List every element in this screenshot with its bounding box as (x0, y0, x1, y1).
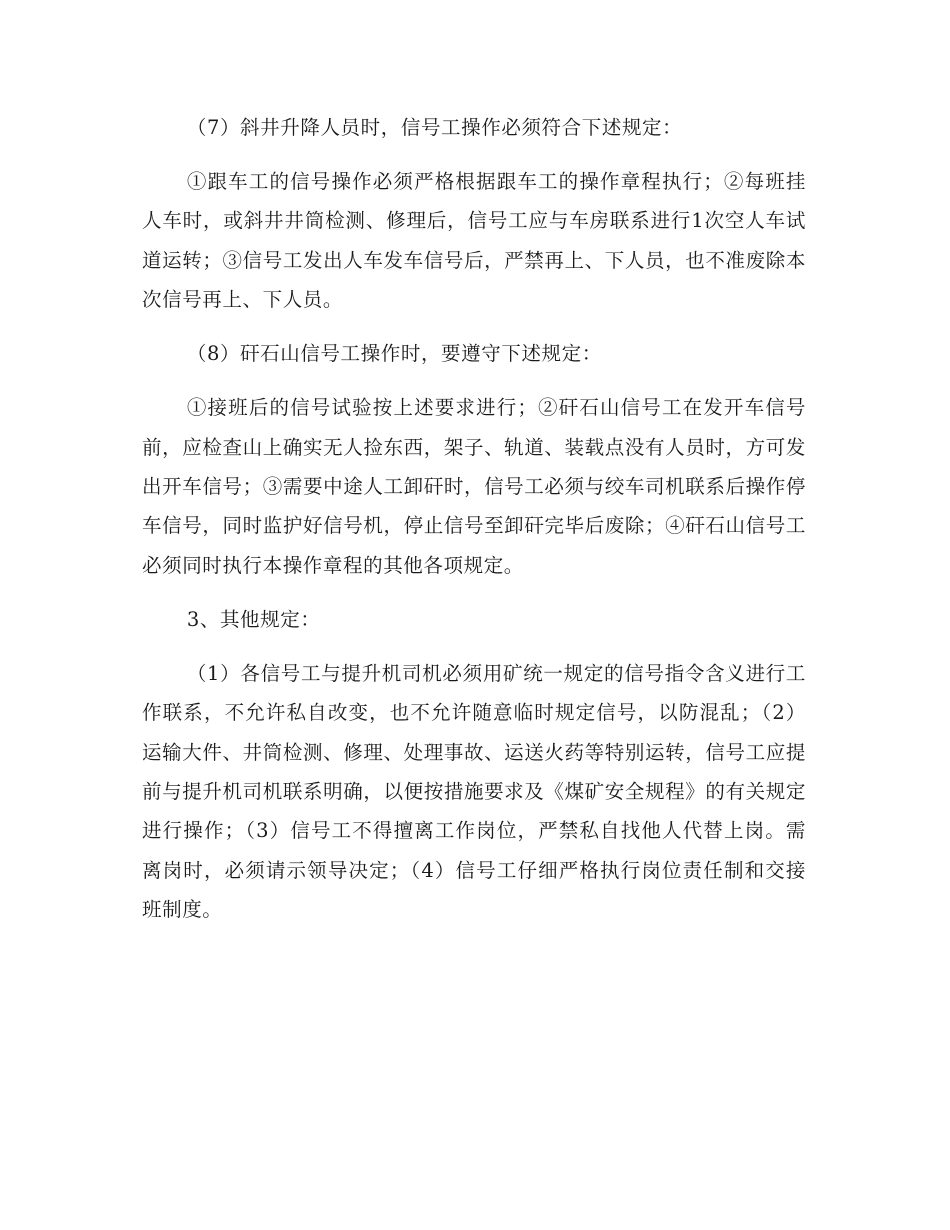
section-7-body: ①跟车工的信号操作必须严格根据跟车工的操作章程执行；②每班挂人车时，或斜井井筒检测、修理后，信号工应与车房联系进行1次空人车试道运转；③信号工发出人车发车信号后，严禁再上、下人员，也不准废除本次信号再上、下人员。 (142, 170, 806, 312)
section-7-heading: （7）斜井升降人员时，信号工操作必须符合下述规定： (186, 116, 683, 139)
section-3-body: （1）各信号工与提升机司机必须用矿统一规定的信号指令含义进行工作联系，不允许私自改变，也不允许随意临时规定信号，以防混乱；（2）运输大件、井筒检测、修理、处理事故、运送火药等特别运转，信号工应提前与提升机司机联系明确，以便按措施要求及《煤矿安全规程》的有关规定进行操作；（3）信号工不得擅离工作岗位，严禁私自找他人代替上岗。需离岗时，必须请示领导决定；（4）信号工仔细严格执行岗位责任制和交接班制度。 (142, 661, 806, 922)
section-3-heading: 3、其他规定： (186, 607, 321, 631)
document-page (142, 108, 806, 944)
section-8-body: ①接班后的信号试验按上述要求进行；②矸石山信号工在发开车信号前，应检查山上确实无人捡东西，架子、轨道、装载点没有人员时，方可发出开车信号；③需要中途人工卸矸时，信号工必须与绞车司机联系后操作停车信号，同时监护好信号机，停止信号至卸矸完毕后废除；④矸石山信号工必须同时执行本操作章程的其他各项规定。 (142, 396, 806, 577)
section-8-heading: （8）矸石山信号工操作时，要遵守下述规定： (186, 342, 602, 366)
